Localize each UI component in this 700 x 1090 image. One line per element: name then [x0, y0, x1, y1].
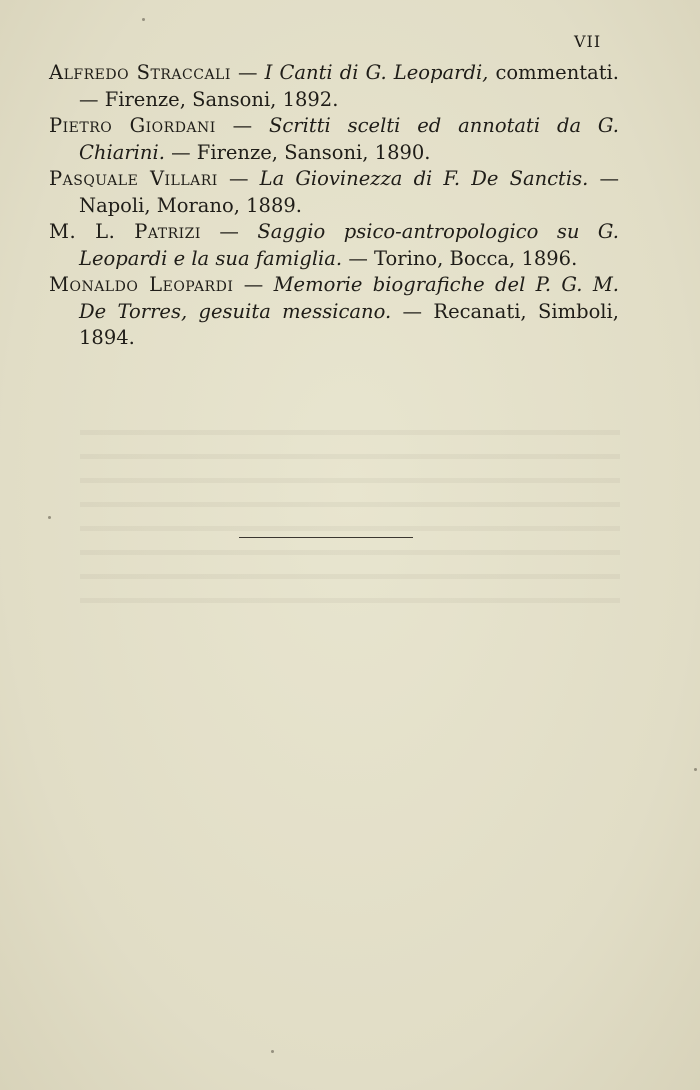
bibliography-list: [49, 60, 619, 352]
entry-publication: commentati. — Firenze, Sansoni, 1892.: [79, 61, 619, 111]
paper-speck: [694, 768, 697, 771]
entry-author: Monaldo Leopardi: [49, 273, 234, 296]
entry-publication: — Recanati, Simboli, 1894.: [79, 299, 619, 349]
entry-author: M. L. Patrizi: [49, 220, 201, 243]
entry-author: Pietro Giordani: [49, 114, 216, 137]
bibliography-entry: [49, 113, 619, 166]
entry-separator: —: [200, 220, 258, 243]
entry-title: Scritti scelti ed annotati da G. Chiarini.: [79, 114, 620, 164]
entry-title: Saggio psico-antropologico su G. Leopardi e la sua famiglia.: [79, 220, 619, 270]
entry-separator: —: [215, 114, 270, 137]
entry-title: Memorie biografiche del P. G. M. De Torres, gesuita messicano.: [79, 273, 619, 323]
entry-publication: — Firenze, Sansoni, 1890.: [164, 140, 431, 164]
entry-publication: — Torino, Bocca, 1896.: [342, 246, 578, 270]
bibliography-entry: [49, 219, 619, 272]
entry-title: La Giovinezza di F. De Sanctis.: [259, 167, 589, 190]
section-divider: [239, 537, 413, 538]
entry-author: Pasquale Villari: [49, 167, 218, 190]
bibliography-entry: [49, 60, 619, 113]
entry-author: Alfredo Straccali: [49, 61, 231, 84]
show-through-text: [80, 430, 620, 620]
entry-separator: —: [230, 61, 265, 84]
bibliography-entry: [49, 166, 619, 219]
paper-speck: [142, 18, 145, 21]
page-number: VII: [574, 32, 602, 51]
paper-speck: [48, 516, 51, 519]
paper-speck: [271, 1050, 274, 1053]
entry-separator: —: [217, 167, 260, 190]
entry-separator: —: [233, 273, 274, 296]
entry-publication: — Napoli, Morano, 1889.: [79, 167, 619, 217]
bibliography-entry: [49, 272, 619, 352]
entry-title: I Canti di G. Leopardi,: [264, 61, 489, 84]
